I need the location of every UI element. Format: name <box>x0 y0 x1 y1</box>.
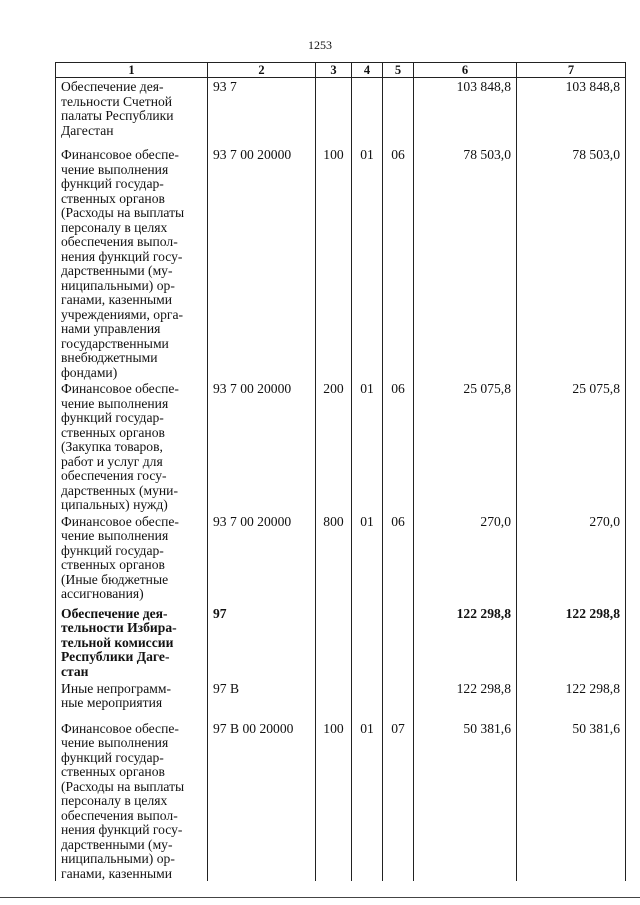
row-amount6-cell: 122 298,8 <box>414 605 517 680</box>
row-code-cell: 93 7 <box>208 78 316 147</box>
row-col5-cell <box>383 605 414 680</box>
row-amount7-cell: 50 381,6 <box>517 720 626 882</box>
row-col4-cell: 01 <box>352 513 383 605</box>
row-name-cell: Финансовое обеспе- чение выполнения функций государ- ственных органов (Закупка товаров, работ и услуг для обеспечения госу- дарственных (муни- ципальных) нужд) <box>56 380 208 513</box>
row-amount6-cell: 122 298,8 <box>414 680 517 720</box>
column-header: 6 <box>414 63 517 78</box>
row-col5-cell: 06 <box>383 380 414 513</box>
row-name-cell: Финансовое обеспе- чение выполнения функций государ- ственных органов (Расходы на выплаты персоналу в целях обеспечения выпол- нения функций госу- дарственными (му- ниципальными) ор- ганами, казенными учреждениями, орга- нами управления государственными внебюджетными фондами) <box>56 146 208 380</box>
row-col3-cell: 800 <box>316 513 352 605</box>
row-code-cell: 97 В 00 20000 <box>208 720 316 882</box>
row-amount6-cell: 270,0 <box>414 513 517 605</box>
row-col5-cell <box>383 78 414 147</box>
row-amount7-cell: 122 298,8 <box>517 680 626 720</box>
row-col3-cell <box>316 78 352 147</box>
row-amount6-cell: 50 381,6 <box>414 720 517 882</box>
budget-table <box>55 62 626 881</box>
table-row <box>56 605 626 680</box>
table-body <box>56 78 626 882</box>
row-name-cell: Обеспечение дея- тельности Избира- тельной комиссии Республики Даге- стан <box>56 605 208 680</box>
row-amount7-cell: 122 298,8 <box>517 605 626 680</box>
table-row <box>56 146 626 380</box>
row-col3-cell: 100 <box>316 146 352 380</box>
row-col3-cell: 100 <box>316 720 352 882</box>
row-col4-cell <box>352 680 383 720</box>
column-header: 7 <box>517 63 626 78</box>
row-name-cell: Финансовое обеспе- чение выполнения функций государ- ственных органов (Расходы на выплаты персоналу в целях обеспечения выпол- нения функций госу- дарственными (му- ниципальными) ор- ганами, казенными <box>56 720 208 882</box>
column-header: 3 <box>316 63 352 78</box>
column-header: 1 <box>56 63 208 78</box>
row-name-cell: Обеспечение дея- тельности Счетной палаты Республики Дагестан <box>56 78 208 147</box>
row-code-cell: 97 <box>208 605 316 680</box>
row-col4-cell: 01 <box>352 380 383 513</box>
row-col4-cell <box>352 605 383 680</box>
table-row <box>56 513 626 605</box>
row-col5-cell: 06 <box>383 146 414 380</box>
table-row <box>56 380 626 513</box>
row-amount7-cell: 103 848,8 <box>517 78 626 147</box>
row-code-cell: 93 7 00 20000 <box>208 513 316 605</box>
row-col4-cell <box>352 78 383 147</box>
row-amount7-cell: 78 503,0 <box>517 146 626 380</box>
row-code-cell: 97 В <box>208 680 316 720</box>
row-amount7-cell: 25 075,8 <box>517 380 626 513</box>
row-col5-cell: 07 <box>383 720 414 882</box>
row-name-cell: Иные непрограмм- ные мероприятия <box>56 680 208 720</box>
row-amount6-cell: 25 075,8 <box>414 380 517 513</box>
table-header-row <box>56 63 626 78</box>
table-row <box>56 720 626 882</box>
row-col5-cell <box>383 680 414 720</box>
row-code-cell: 93 7 00 20000 <box>208 380 316 513</box>
row-col4-cell: 01 <box>352 720 383 882</box>
table-row <box>56 78 626 147</box>
row-amount7-cell: 270,0 <box>517 513 626 605</box>
row-col3-cell: 200 <box>316 380 352 513</box>
table-row <box>56 680 626 720</box>
column-header: 4 <box>352 63 383 78</box>
row-amount6-cell: 78 503,0 <box>414 146 517 380</box>
row-code-cell: 93 7 00 20000 <box>208 146 316 380</box>
column-header: 5 <box>383 63 414 78</box>
column-header: 2 <box>208 63 316 78</box>
row-amount6-cell: 103 848,8 <box>414 78 517 147</box>
row-col4-cell: 01 <box>352 146 383 380</box>
row-name-cell: Финансовое обеспе- чение выполнения функций государ- ственных органов (Иные бюджетные ассигнования) <box>56 513 208 605</box>
row-col5-cell: 06 <box>383 513 414 605</box>
bottom-scan-edge <box>0 897 640 898</box>
row-col3-cell <box>316 680 352 720</box>
page-number: 1253 <box>308 38 332 52</box>
row-col3-cell <box>316 605 352 680</box>
